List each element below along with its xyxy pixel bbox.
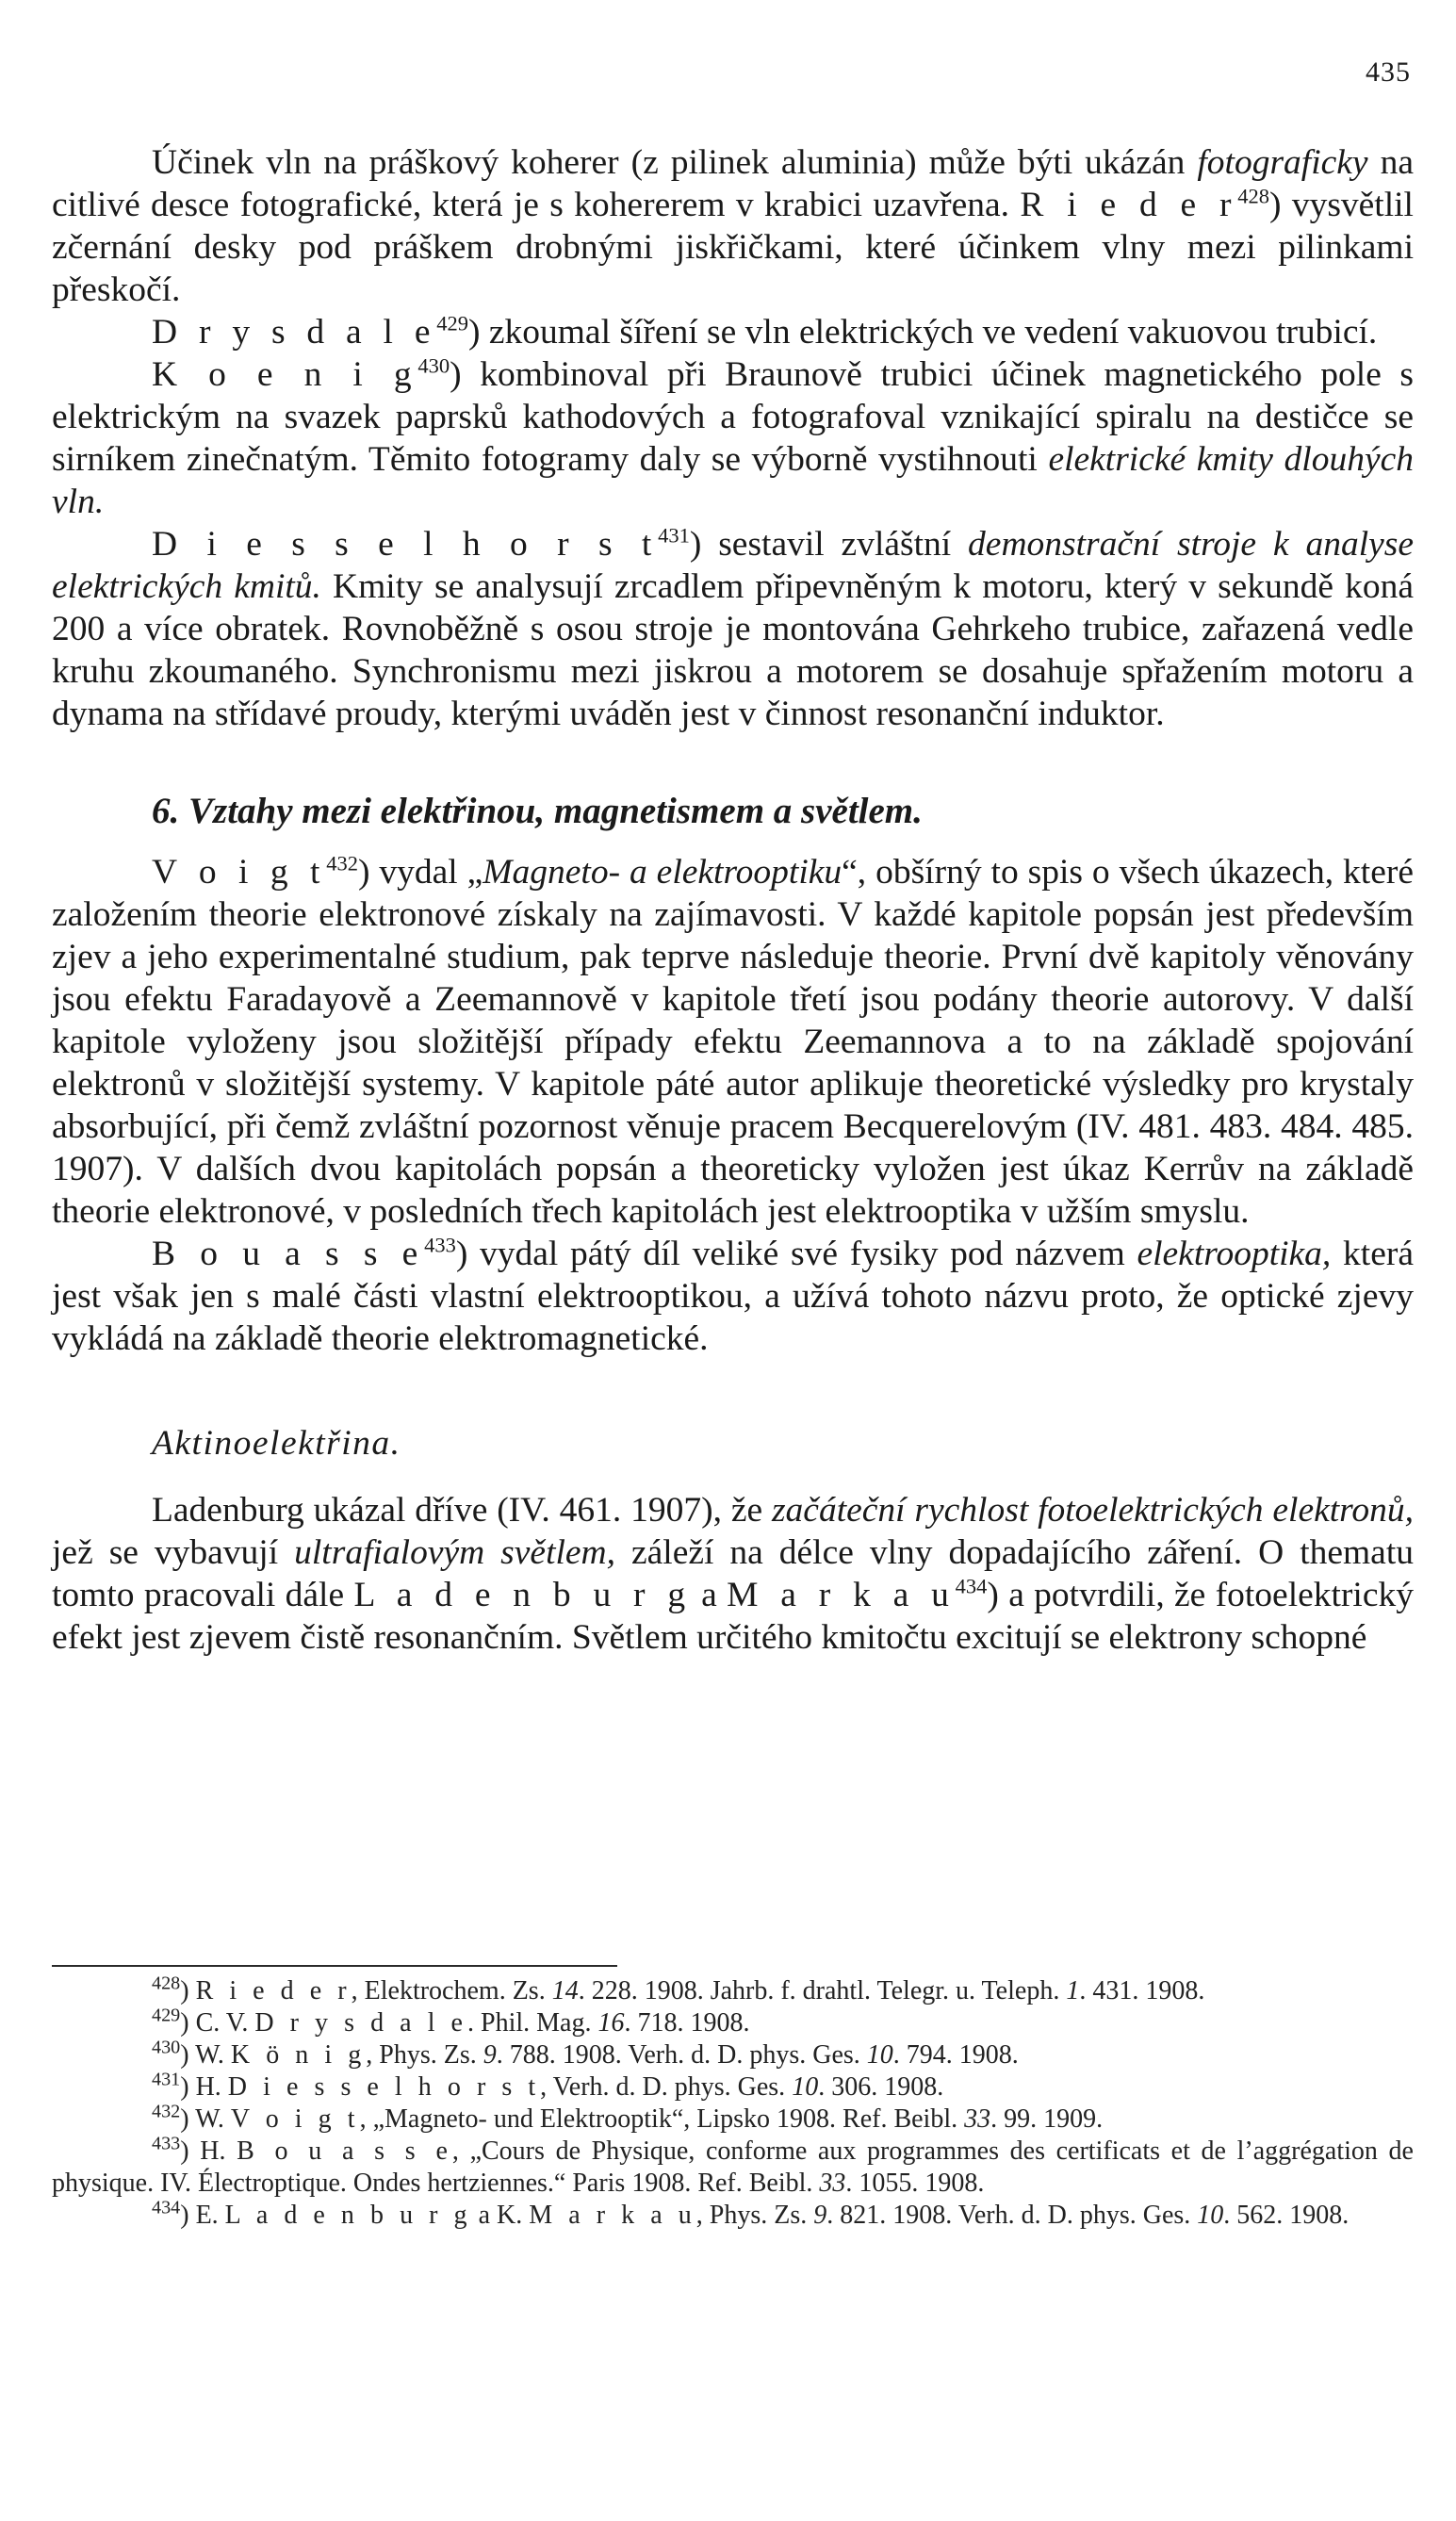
footnote-text: C. V.	[195, 2008, 255, 2038]
footnote-author: D i e s s e l h o r s t	[227, 2072, 541, 2102]
footnote-text: , Phys. Zs.	[695, 2201, 814, 2230]
section-heading: 6. Vztahy mezi elektřinou, magnetismem a světlem.	[152, 791, 923, 831]
footnote-432: $^{432}$) W. V o i g t, „Magneto- und Elektrooptik“, Lipsko 1908. Ref. Beibl. 33. 99. 1909.	[152, 2101, 1104, 2134]
footnote-volume: 16	[597, 2008, 625, 2038]
footnote-volume: 33	[964, 2104, 991, 2134]
subsection-heading: Aktinoelektřina.	[152, 1424, 401, 1463]
footnote-volume: 9	[813, 2201, 827, 2230]
paragraph-bouasse	[52, 1233, 1414, 1360]
italic-term: elektrické kmity dlouhých vln.	[52, 440, 1414, 521]
text-run: a	[691, 1576, 728, 1614]
footnote-volume: 14	[551, 1976, 579, 2005]
italic-term: elektrooptika,	[1137, 1235, 1332, 1273]
footnote-ref: 431	[658, 523, 690, 548]
text-run: Účinek vln na práškový koherer (z pilinek aluminia) může býti ukázán	[152, 143, 1198, 182]
footnote-volume: 10	[792, 2072, 819, 2102]
footnote-number: 434	[152, 2197, 181, 2218]
main-text	[52, 141, 1414, 1659]
footnote-428: $^{428}$) R i e d e r, Elektrochem. Zs. 14. 228. 1908. Jahrb. f. drahtl. Telegr. u. Teleph. 1. 431. 1908.	[152, 1973, 1205, 2005]
text-run: na citlivé desce fotografické, která je s kohererem v krabici uzavřena.	[52, 143, 1414, 224]
footnote-number: 431	[152, 2069, 181, 2090]
text-run: ) zkoumal šíření se vln elektrických ve vedení vakuovou trubicí.	[468, 313, 1378, 352]
footnote-text: , „Magneto- und Elektrooptik“, Lipsko 1908. Ref. Beibl.	[359, 2104, 965, 2134]
author-name: D r y s d a l e	[152, 313, 437, 352]
text-run: ) a potvrdili, že fotoelektrický efekt jest zjevem čistě resonančním. Světlem určitého kmitočtu excitují se elektrony schopné	[52, 1576, 1414, 1657]
footnote-434: $^{434}$) E. L a d e n b u r g a K. M a r k a u, Phys. Zs. 9. 821. 1908. Verh. d. D. phys. Ges. 10. 562. 1908.	[152, 2197, 1350, 2230]
author-name: D i e s s e l h o r s t	[152, 525, 659, 564]
author-name: B o u a s s e	[152, 1235, 425, 1273]
footnote-author: V o i g t	[230, 2104, 360, 2134]
author-name: R i e d e r	[1020, 186, 1238, 224]
paragraph-drysdale	[52, 311, 1414, 353]
footnote-text: . 1055. 1908.	[845, 2169, 985, 2198]
footnote-number: 432	[152, 2101, 181, 2122]
footnote-text: , Elektrochem. Zs.	[351, 1976, 552, 2005]
italic-term: fotograficky	[1197, 143, 1368, 182]
footnote-ref: 432	[326, 851, 358, 876]
italic-term: demonstrační stroje k analyse elektrických kmitů.	[52, 525, 1414, 606]
footnote-text: , Phys. Zs.	[366, 2040, 483, 2070]
footnote-author: K ö n i g	[230, 2040, 367, 2070]
footnote-430: $^{430}$) W. K ö n i g, Phys. Zs. 9. 788. 1908. Verh. d. D. phys. Ges. 10. 794. 1908.	[152, 2037, 1019, 2070]
footnote-text: H.	[200, 2136, 237, 2166]
text-run: ) kombinoval při Braunově trubici účinek magnetického pole s elektrickým na svazek paprsků kathodových a fotografoval vznikající spiralu na destičce se sirníkem zinečnatým. Těmito fotogramy daly se výborně vystihnouti	[52, 355, 1414, 479]
text-run: ) sestavil zvláštní	[689, 525, 969, 564]
footnote-author: M a r k a u	[529, 2201, 696, 2230]
footnote-text: W.	[195, 2040, 231, 2070]
footnote-text: . 228. 1908. Jahrb. f. drahtl. Telegr. u. Teleph.	[578, 1976, 1067, 2005]
footnote-volume: 10	[1197, 2201, 1224, 2230]
text-run: jež se vybavují	[52, 1533, 295, 1572]
text-run: Kmity se analysují zrcadlem připevněným k motoru, který v sekundě koná 200 a více obratek. Rovnoběžně s osou stroje je montována Gehrkeho trubice, zařazená vedle kruhu zkoumaného. Synchronismu mezi jiskrou a motorem se dosahuje spřažením motoru a dynama na střídavé proudy, kterými uváděn jest v činnost resonanční induktor.	[52, 567, 1414, 733]
footnote-text: . 562. 1908.	[1223, 2201, 1350, 2230]
footnote-author: R i e d e r	[195, 1976, 352, 2005]
page-number: 435	[1366, 57, 1411, 88]
paragraph-voigt	[52, 851, 1414, 1233]
footnote-author: L a d e n b u r g	[224, 2201, 472, 2230]
paragraph-diesselhorst	[52, 523, 1414, 735]
footnote-author: B o u a s s e	[237, 2136, 452, 2166]
footnote-divider	[52, 1965, 617, 1967]
footnote-ref: 428	[1237, 184, 1269, 208]
footnote-volume: 9	[483, 2040, 497, 2070]
footnote-text: a K.	[471, 2201, 530, 2230]
text-run: ) vydal „	[357, 853, 483, 892]
footnote-text: W.	[195, 2104, 231, 2134]
author-name: V o i g t	[152, 853, 327, 892]
text-run: záleží na délce vlny dopadajícího záření. O thematu tomto pracovali dále	[52, 1533, 1414, 1614]
footnote-text: . 431. 1908.	[1079, 1976, 1205, 2005]
footnote-ref: 430	[417, 353, 450, 378]
footnote-text: . 306. 1908.	[818, 2072, 944, 2102]
footnote-number: 428	[152, 1973, 181, 1994]
footnote-ref: 429	[436, 311, 468, 336]
footnote-433: $^{433}$) H. B o u a s s e, „Cours de Physique, conforme aux programmes des certificats et de l’aggrégation de physique. IV. Électroptique. Ondes hertziennes.“ Paris 1908. Ref. Beibl. 33. 1055. 1908.	[52, 2133, 1414, 2198]
footnote-ref: 434	[955, 1574, 988, 1598]
text-run: Ladenburg ukázal dříve (IV. 461. 1907), že	[152, 1491, 772, 1530]
footnote-number: 429	[152, 2005, 181, 2026]
footnote-volume: 1	[1066, 1976, 1080, 2005]
footnote-text: . 821. 1908. Verh. d. D. phys. Ges.	[826, 2201, 1198, 2230]
footnote-volume: 10	[866, 2040, 893, 2070]
italic-term: začáteční rychlost fotoelektrických elektronů,	[771, 1491, 1414, 1530]
footnote-volume: 33	[819, 2169, 846, 2198]
paragraph-koenig	[52, 353, 1414, 523]
author-name: L a d e n b u r g	[353, 1576, 692, 1614]
text-run: ) vydal pátý díl veliké své fysiky pod názvem	[455, 1235, 1137, 1273]
footnote-431: $^{431}$) H. D i e s s e l h o r s t, Verh. d. D. phys. Ges. 10. 306. 1908.	[152, 2069, 944, 2102]
text-run: která jest však jen s malé části vlastní elektrooptikou, a užívá tohoto názvu proto, že optické zjevy vykládá na základě theorie elektromagnetické.	[52, 1235, 1414, 1358]
footnote-text: . 794. 1908.	[892, 2040, 1019, 2070]
footnote-number: 433	[152, 2133, 181, 2154]
footnote-text: , Verh. d. D. phys. Ges.	[540, 2072, 793, 2102]
text-run: ) vysvětlil zčernání desky pod práškem drobnými jiskřičkami, které účinkem vlny mezi pilinkami přeskočí.	[52, 186, 1414, 309]
footnote-author: D r y s d a l e	[254, 2008, 468, 2038]
footnote-text: . 99. 1909.	[990, 2104, 1104, 2134]
footnote-ref: 433	[424, 1233, 456, 1257]
footnotes	[52, 1975, 1414, 2232]
italic-term: Magneto- a elektrooptiku	[483, 853, 843, 892]
footnote-429: $^{429}$) C. V. D r y s d a l e. Phil. Mag. 16. 718. 1908.	[152, 2005, 750, 2038]
footnote-text: . Phil. Mag.	[467, 2008, 598, 2038]
author-name: K o e n i g	[152, 355, 418, 394]
paragraph-coherer	[52, 141, 1414, 311]
footnote-text: . 718. 1908.	[624, 2008, 750, 2038]
italic-term: ultrafialovým světlem,	[294, 1533, 616, 1572]
paragraph-ladenburg	[52, 1489, 1414, 1659]
footnote-text: H.	[195, 2072, 228, 2102]
footnote-text: E.	[195, 2201, 225, 2230]
footnote-text: . 788. 1908. Verh. d. D. phys. Ges.	[496, 2040, 867, 2070]
footnote-number: 430	[152, 2037, 181, 2058]
footnote-text: , „Cours de Physique, conforme aux programmes des certificats et de l’aggrégation de physique. IV. Électroptique. Ondes hertziennes.“ Paris 1908. Ref. Beibl.	[52, 2136, 1414, 2198]
text-run: “, obšírný to spis o všech úkazech, které založením theorie elektronové získaly na zajímavosti. V každé kapitole popsán jest především zjev a jeho experimentalné studium, pak teprve následuje theorie. První dvě kapitoly věnovány jsou efektu Faradayově a Zeemannově v kapitole třetí jsou podány theorie autorovy. V další kapitole vyloženy jsou složitější případy efektu Zeemannova a to na základě spojování elektronů v složitější systemy. V kapitole páté autor aplikuje theoretické výsledky pro krystaly absorbující, při čemž zvláštní pozornost věnuje pracem Becquerelovým (IV. 481. 483. 484. 485. 1907). V dalších dvou kapitolách popsán a theoreticky vyložen jest úkaz Kerrův na základě theorie elektronové, v posledních třech kapitolách jest elektrooptika v užším smyslu.	[52, 853, 1414, 1231]
author-name: M a r k a u	[727, 1576, 956, 1614]
